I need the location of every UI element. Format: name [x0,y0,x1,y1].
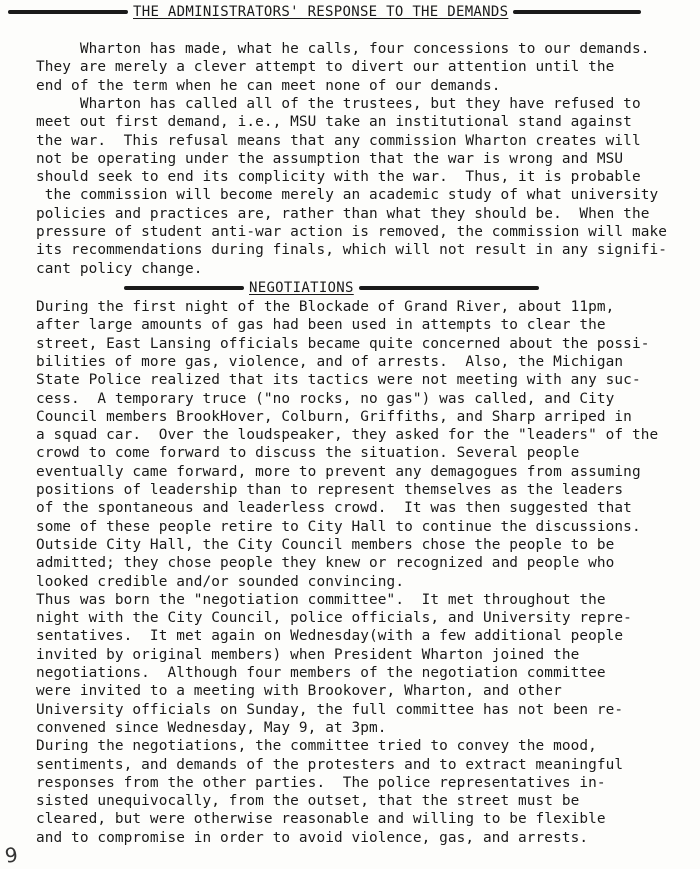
text-line: not be operating under the assumption that the war is wrong and MSU [36,150,624,167]
text-line: its recommendations during finals, which will not result in any signifi- [36,242,667,259]
text-line: invited by original members) when President Wharton joined the [36,646,580,663]
text-line: During the negotiations, the committee tried to convey the mood, [36,738,597,755]
text-line: Outside City Hall, the City Council members chose the people to be [36,536,615,553]
text-line: Wharton has made, what he calls, four concessions to our demands. [36,41,650,57]
text-line: bilities of more gas, violence, and of arrests. Also, the Michigan [36,353,624,370]
text-line: night with the City Council, police officials, and University repre- [36,610,632,627]
text-line: end of the term when he can meet none of our demands. [36,77,501,94]
text-line: cant policy change. [36,260,203,277]
heading-rule-right [359,286,539,290]
text-line: eventually came forward, more to prevent any demagogues from assuming [36,463,641,480]
text-line: sisted unequivocally, from the outset, that the street must be [36,793,580,810]
section-heading-response [8,3,641,21]
section-heading-response-text: THE ADMINISTRATORS' RESPONSE TO THE DEMANDS [133,4,509,20]
text-line: meet out first demand, i.e., MSU take an institutional stand against [36,114,632,131]
text-line: University officials on Sunday, the full committee has not been re- [36,701,624,718]
text-line: were invited to a meeting with Brookover, Wharton, and other [36,683,562,700]
heading-rule-left [124,286,244,290]
page-number: 9 [3,842,20,868]
text-line: responses from the other parties. The police representatives in- [36,774,606,791]
text-line: some of these people retire to City Hall to continue the discussions. [36,518,641,535]
text-line: Council members BrookHover, Colburn, Griffiths, and Sharp arriped in [36,408,632,425]
text-line: pressure of student anti-war action is removed, the commission will make [36,224,667,240]
text-line: after large amounts of gas had been used in attempts to clear the [36,317,606,334]
text-line: policies and practices are, rather than what they should be. When the [36,205,650,222]
heading-rule-left [8,10,128,14]
text-line: looked credible and/or sounded convincing. [36,573,405,590]
text-line: State Police realized that its tactics were not meeting with any suc- [36,372,641,389]
text-line: the war. This refusal means that any commission Wharton creates will [36,132,641,149]
section-heading-negotiations-text: NEGOTIATIONS [249,280,354,296]
text-line: sentiments, and demands of the protesters and to extract meaningful [36,756,624,773]
text-line: Wharton has called all of the trustees, but they have refused to [36,95,641,112]
text-line: positions of leadership than to represent themselves as the leaders [36,482,624,498]
text-line: They are merely a clever attempt to divert our attention until the [36,59,615,76]
text-line: and to compromise in order to avoid violence, gas, and arrests. [36,829,589,846]
text-line: street, East Lansing officials became quite concerned about the possi- [36,335,650,352]
text-line: admitted; they chose people they knew or recognized and people who [36,555,615,572]
text-line: negotiations. Although four members of the negotiation committee [36,665,606,681]
text-line: cess. A temporary truce ("no rocks, no gas") was called, and City [36,390,615,407]
text-line: should seek to end its complicity with the war. Thus, it is probable [36,169,641,186]
text-line: the commission will become merely an academic study of what university [36,187,659,204]
text-line: convened since Wednesday, May 9, at 3pm. [36,719,387,736]
text-line: sentatives. It met again on Wednesday(with a few additional people [36,628,624,645]
text-line: During the first night of the Blockade of Grand River, about 11pm, [36,299,615,315]
text-line: a squad car. Over the loudspeaker, they asked for the "leaders" of the [36,427,659,444]
heading-rule-right [513,10,641,14]
text-line: cleared, but were otherwise reasonable and willing to be flexible [36,811,606,828]
section-heading-negotiations [124,279,539,297]
text-line: of the spontaneous and leaderless crowd. It was then suggested that [36,500,632,517]
text-line: Thus was born the "negotiation committee". It met throughout the [36,591,606,608]
text-line: crowd to come forward to discuss the situation. Several people [36,445,580,462]
